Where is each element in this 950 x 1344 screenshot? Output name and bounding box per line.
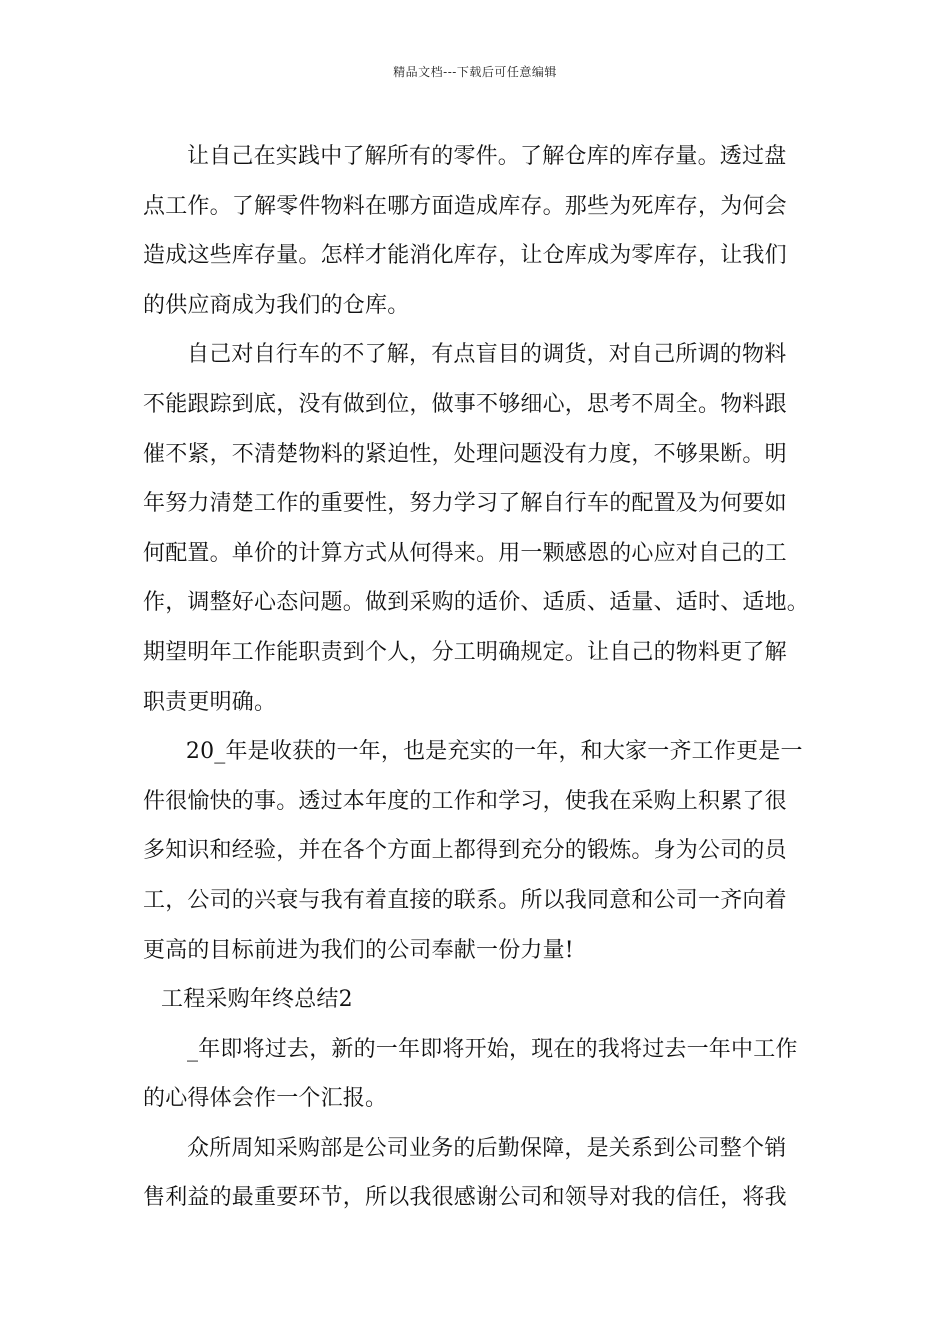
paragraph-line: 自己对自行车的不了解，有点盲目的调货，对自己所调的物料: [187, 342, 787, 368]
page-header: 精品文档---下载后可任意编辑: [393, 65, 557, 79]
document-body: [143, 132, 809, 1223]
paragraph-line: _年即将过去，新的一年即将开始，现在的我将过去一年中工作: [187, 1036, 798, 1062]
paragraph-line: 的供应商成为我们的仓库。: [143, 292, 410, 318]
paragraph-line: 更高的目标前进为我们的公司奉献一份力量!: [143, 937, 574, 963]
section-heading: [143, 975, 809, 1025]
paragraph-line: 职责更明确。: [143, 689, 277, 715]
paragraph-line: 工，公司的兴衰与我有着直接的联系。所以我同意和公司一齐向着: [143, 887, 787, 913]
section-heading-text: 工程采购年终总结2: [161, 987, 353, 1013]
paragraph-line: 期望明年工作能职责到个人，分工明确规定。让自己的物料更了解: [143, 639, 787, 665]
paragraph-line: 催不紧，不清楚物料的紧迫性，处理问题没有力度，不够果断。明: [143, 441, 787, 467]
paragraph-line: 件很愉快的事。透过本年度的工作和学习，使我在采购上积累了很: [143, 788, 787, 814]
paragraph-line: 多知识和经验，并在各个方面上都得到充分的锻炼。身为公司的员: [143, 838, 787, 864]
paragraph-self-review: [143, 330, 809, 727]
paragraph-year-summary: [143, 727, 809, 975]
paragraph-line: 让自己在实践中了解所有的零件。了解仓库的库存量。透过盘: [187, 144, 787, 169]
paragraph-line: 点工作。了解零件物料在哪方面造成库存。那些为死库存，为何会: [143, 193, 787, 219]
paragraph-line: 造成这些库存量。怎样才能消化库存，让仓库成为零库存，让我们: [143, 243, 787, 269]
paragraph-line: 不能跟踪到底，没有做到位，做事不够细心，思考不周全。物料跟: [143, 391, 787, 417]
paragraph-line: 售利益的最重要环节，所以我很感谢公司和领导对我的信任，将我: [143, 1185, 787, 1211]
paragraph-line: 20_年是收获的一年，也是充实的一年，和大家一齐工作更是一: [185, 739, 803, 765]
paragraph-line: 作，调整好心态问题。做到采购的适价、适质、适量、适时、适地。: [143, 590, 810, 616]
paragraph-line: 的心得体会作一个汇报。: [143, 1086, 388, 1112]
paragraph-purchasing-role: [143, 1124, 809, 1223]
paragraph-line: 年努力清楚工作的重要性，努力学习了解自行车的配置及为何要如: [143, 491, 787, 517]
paragraph-line: 何配置。单价的计算方式从何得来。用一颗感恩的心应对自己的工: [143, 540, 787, 566]
paragraph-intro: [143, 1025, 809, 1124]
paragraph-inventory: [143, 132, 809, 330]
paragraph-line: 众所周知采购部是公司业务的后勤保障，是关系到公司整个销: [187, 1135, 787, 1161]
